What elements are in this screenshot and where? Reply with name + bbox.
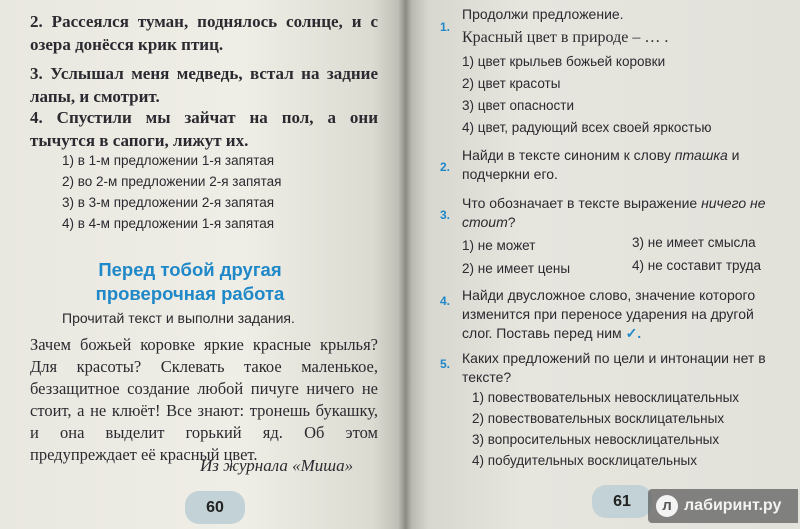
task-text: Что обозначает в тексте выражение [462,195,698,211]
option: 1) повествовательных невосклицательных [472,390,740,405]
task-2 [462,146,792,184]
option: 4) в 4-м предложении 1-я запятая [62,216,275,231]
option: 1) цвет крыльев божьей коровки [462,54,666,69]
option: 4) цвет, радующий всех своей яркостью [462,120,712,135]
task-3 [462,194,792,232]
checkmark-icon: ✓. [625,325,642,341]
task-text: ? [507,214,516,230]
option: 4) побудительных восклицательных [472,453,697,468]
page-number: 60 [185,491,245,524]
task-number: 4. [440,294,451,308]
option: 2) цвет красоты [462,76,561,91]
task-5-options [472,388,739,471]
task-number: 3. [440,208,451,222]
task-text: и подчеркни его. [462,147,740,182]
task-3-option: 4) не составит труда [632,258,762,273]
option: 1) в 1-м предложении 1-я запятая [62,153,275,168]
task-text: Каких предложений по цели и интонации нет в тексте? [462,350,766,385]
instruction: Прочитай текст и выполни задания. [62,310,295,326]
task-prompt: Продолжи предложение. [462,6,624,22]
labirint-logo-icon: л [656,495,678,517]
task-3-option: 2) не имеет цены [462,261,571,276]
option: 3) вопросительных невосклицательных [472,432,720,447]
heading-line: проверочная работа [95,283,285,304]
heading-line: Перед тобой другая [98,259,282,280]
story-text: Зачем божьей коровке яркие красные крылья? Для красоты? Склевать такое маленькое, беззащитное создание любой пичуге ничего не стоит, а не клюёт! Все знают: тронешь букашку, и она выделит горький яд. Об этом предупреждает её красный цвет. [30,335,378,464]
paragraph-2: 2. Рассеялся туман, поднялось солнце, и с озера донёсся крик птиц. [30,12,378,54]
option: 3) в 3-м предложении 2-я запятая [62,195,275,210]
paragraph-3: 3. Услышал меня медведь, встал на задние лапы, и смотрит. [30,64,378,106]
task-sentence: Красный цвет в природе – … . [462,29,669,46]
story-author: Из журнала «Миша» [200,456,354,475]
task-number: 2. [440,160,451,174]
task-text: Найди двусложное слово, значение которого изменится при переносе ударения на другой слог. Поставь перед ним [462,287,756,341]
watermark [648,489,798,523]
book-gutter [398,0,412,529]
watermark-text: лабиринт.ру [684,497,782,514]
paragraph-4: 4. Спустили мы зайчат на пол, а они тычутся в сапоги, лижут их. [30,108,378,150]
task-3-option: 1) не может [462,238,536,253]
task-5 [462,349,787,387]
task-number: 1. [440,20,451,34]
option: 3) цвет опасности [462,98,575,113]
task-1 [462,5,792,50]
task-4 [462,286,787,343]
task-number: 5. [440,357,451,371]
option: 2) повествовательных восклицательных [472,411,725,426]
task-1-options [462,52,712,138]
option: 2) во 2-м предложении 2-я запятая [62,174,282,189]
task-3-option: 3) не имеет смысла [632,235,756,250]
task-emphasis: пташка [674,147,728,163]
page-number: 61 [592,485,652,518]
task-text: Найди в тексте синоним к слову [462,147,671,163]
task-emphasis: ничего не стоит [462,195,766,230]
